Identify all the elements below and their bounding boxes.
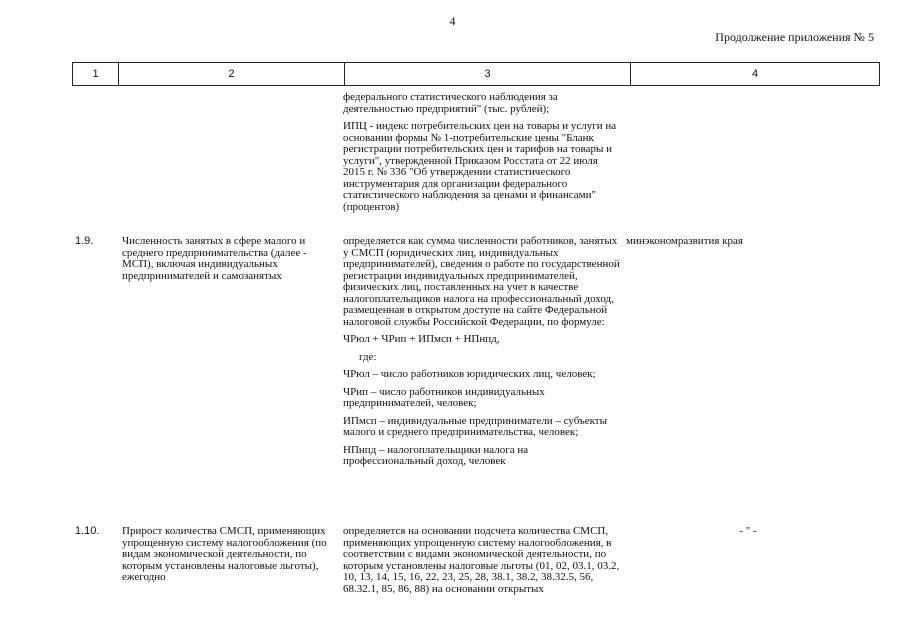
row-number: 1.9. — [75, 235, 94, 247]
formula-term-chryul: ЧРюл – число работников юридических лиц, человек; — [343, 368, 596, 380]
formula-term-ipmsp: ИПмсп – индивидуальные предприниматели – субъекты малого и среднего предпринимательства, человек; — [343, 414, 607, 438]
header-col-1: 1 — [73, 63, 119, 85]
method-cell — [343, 236, 621, 472]
method-cell: определяется на основании подсчета количества СМСП, применяющих упрощенную систему налогообложения, в соответствии с видами экономической деятельности, по которым установлены налоговые льготы (01, 02, 03.1, 03.2, 10, 13, 14, 15, 16, 22, 23, 25, 28, 38.1, 38.2, 38.32.5, 56, 68.32.1, 85, 86, 88) на основании открытых — [343, 525, 620, 595]
source-ditto: - " - — [739, 525, 757, 537]
indicator-name: Прирост количества СМСП, применяющих упрощенную систему налогообложения (по видам экономической деятельности, по которым установлены налоговые льготы), ежегодно — [122, 525, 327, 583]
formula: ЧРюл + ЧРип + ИПмсп + НПнпд, — [343, 333, 500, 345]
header-col-3: 3 — [345, 63, 631, 85]
continued-paragraph: федерального статистического наблюдения за деятельностью предприятий" (тыс. рублей); — [343, 91, 558, 115]
header-col-4: 4 — [751, 68, 759, 80]
source-cell: минэкономразвития края — [626, 235, 743, 247]
formula-where: где: — [359, 350, 377, 363]
continued-method-cell — [343, 92, 621, 219]
method-description: определяется как сумма численности работников, занятых у СМСП (юридических лиц, индивидуальных предпринимателей), сведения о работе по государственной регистрации индивидуальных предпринимателей, физических лиц, поставленных на учет в качестве налогоплательщиков налога на профессиональный доход, размещенная в открытом доступе на сайте Федеральной налоговой службы Российской Федерации, по формуле: — [343, 235, 620, 328]
table-header — [72, 62, 880, 86]
ipc-definition: ИПЦ - индекс потребительских цен на товары и услуги на основании формы № 1-потребительские цены "Бланк регистрации потребительских цен и тарифов на товары и услуги", утвержденной Приказом Росстата от 22 июля 2015 г. № 336 "Об утверждении статистического инструментария для организации федерального статистического наблюдения за ценами и финансами" (процентов) — [343, 120, 617, 213]
formula-term-chrip: ЧРип – число работников индивидуальных предпринимателей, человек; — [343, 385, 545, 409]
page-number: 4 — [449, 14, 456, 28]
formula-term-npnpd: НПнпд – налогоплательщики налога на профессиональный доход, человек — [343, 443, 529, 467]
header-col-2: 2 — [119, 63, 345, 85]
row-number: 1.10. — [75, 525, 100, 537]
continuation-label: Продолжение приложения № 5 — [715, 30, 874, 44]
indicator-name: Численность занятых в сфере малого и среднего предпринимательства (далее - МСП), включая индивидуальных предпринимателей и самозанятых — [122, 235, 307, 282]
